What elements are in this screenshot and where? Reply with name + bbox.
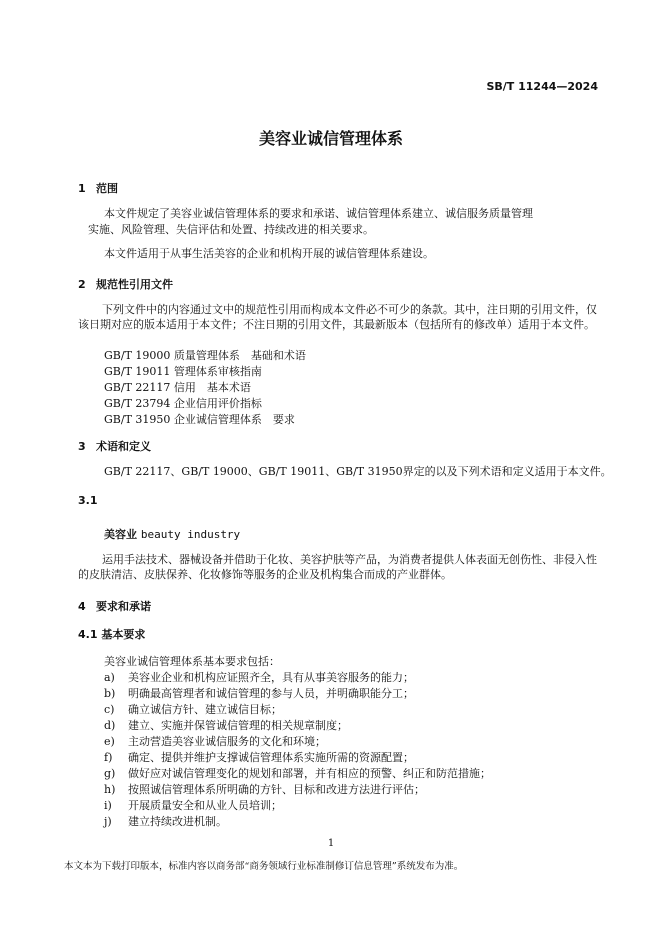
list-marker: j): [104, 815, 112, 828]
reference-item: GB/T 19011 管理体系审核指南: [104, 365, 262, 378]
list-item: [104, 702, 282, 717]
section-1-para1-line1: 本文件规定了美容业诚信管理体系的要求和承诺、诚信管理体系建立、诚信服务质量管理: [104, 207, 533, 220]
document-number: SB/T 11244—2024: [486, 80, 598, 93]
list-marker: f): [104, 751, 113, 764]
list-item: [104, 734, 326, 749]
list-item: [104, 670, 414, 685]
section-3-para: GB/T 22117、GB/T 19000、GB/T 19011、GB/T 31950界定的以及下列术语和定义适用于本文件。: [104, 465, 612, 478]
list-marker: i): [104, 799, 112, 812]
subsection-3-1-number: 3.1: [78, 494, 98, 507]
list-item: [104, 750, 414, 765]
section-title: 要求和承诺: [96, 600, 151, 613]
subsection-number: 4.1: [78, 628, 98, 641]
list-text: 明确最高管理者和诚信管理的参与人员，并明确职能分工；: [128, 687, 414, 700]
subsection-4-1-heading: [78, 626, 145, 642]
list-text: 做好应对诚信管理变化的规划和部署，并有相应的预警、纠正和防范措施；: [128, 767, 491, 780]
section-2-para: 下列文件中的内容通过文中的规范性引用而构成本文件必不可少的条款。其中，注日期的引用文件，仅该日期对应的版本适用于本文件；不注日期的引用文件，其最新版本（包括所有的修改单）适用于本文件。: [78, 303, 597, 331]
section-1-heading: [78, 180, 118, 196]
list-item: [104, 718, 348, 733]
list-marker: d): [104, 719, 116, 732]
list-marker: b): [104, 687, 116, 700]
list-marker: h): [104, 783, 116, 796]
list-text: 美容业企业和机构应证照齐全，具有从事美容服务的能力；: [128, 671, 414, 684]
section-title: 规范性引用文件: [96, 278, 173, 291]
list-marker: c): [104, 703, 115, 716]
reference-item: GB/T 22117 信用 基本术语: [104, 381, 251, 394]
term-entry: [104, 526, 240, 542]
list-text: 开展质量安全和从业人员培训；: [128, 799, 282, 812]
list-item: [104, 686, 414, 701]
subsection-title: 基本要求: [101, 628, 146, 641]
list-item: [104, 814, 227, 829]
section-number: 3: [78, 440, 86, 453]
list-text: 主动营造美容业诚信服务的文化和环境；: [128, 735, 326, 748]
page-number: 1: [327, 838, 335, 849]
term-definition: 运用手法技术、器械设备并借助于化妆、美容护肤等产品，为消费者提供人体表面无创伤性、非侵入性的皮肤清洁、皮肤保养、化妆修饰等服务的企业及机构集合而成的产业群体。: [78, 553, 597, 581]
list-text: 建立持续改进机制。: [128, 815, 227, 828]
footer-note: 本文本为下载打印版本，标准内容以商务部“商务领域行业标准制修订信息管理”系统发布为准。: [64, 861, 464, 872]
section-title: 范围: [96, 182, 118, 195]
list-item: [104, 782, 425, 797]
section-number: 2: [78, 278, 86, 291]
section-1-para1-line2: 实施、风险管理、失信评估和处置、持续改进的相关要求。: [88, 223, 374, 236]
reference-item: GB/T 19000 质量管理体系 基础和术语: [104, 349, 306, 362]
list-marker: e): [104, 735, 115, 748]
list-item: [104, 766, 491, 781]
term-english: beauty industry: [140, 528, 241, 541]
document-title: 美容业诚信管理体系: [258, 129, 403, 148]
list-text: 建立、实施并保管诚信管理的相关规章制度；: [128, 719, 348, 732]
list-text: 按照诚信管理体系所明确的方针、目标和改进方法进行评估；: [128, 783, 425, 796]
list-marker: a): [104, 671, 115, 684]
reference-item: GB/T 31950 企业诚信管理体系 要求: [104, 413, 295, 426]
list-marker: g): [104, 767, 116, 780]
reference-item: GB/T 23794 企业信用评价指标: [104, 397, 262, 410]
section-2-heading: [78, 276, 173, 292]
section-number: 4: [78, 600, 86, 613]
list-item: [104, 798, 282, 813]
section-1-para2: 本文件适用于从事生活美容的企业和机构开展的诚信管理体系建设。: [104, 247, 434, 260]
list-text: 确定、提供并维护支撑诚信管理体系实施所需的资源配置；: [128, 751, 414, 764]
section-3-heading: [78, 438, 151, 454]
section-number: 1: [78, 182, 86, 195]
term-chinese: 美容业: [104, 528, 137, 541]
section-title: 术语和定义: [96, 440, 151, 453]
list-text: 确立诚信方针、建立诚信目标；: [128, 703, 282, 716]
section-4-heading: [78, 598, 151, 614]
requirements-intro: 美容业诚信管理体系基本要求包括：: [104, 655, 280, 668]
